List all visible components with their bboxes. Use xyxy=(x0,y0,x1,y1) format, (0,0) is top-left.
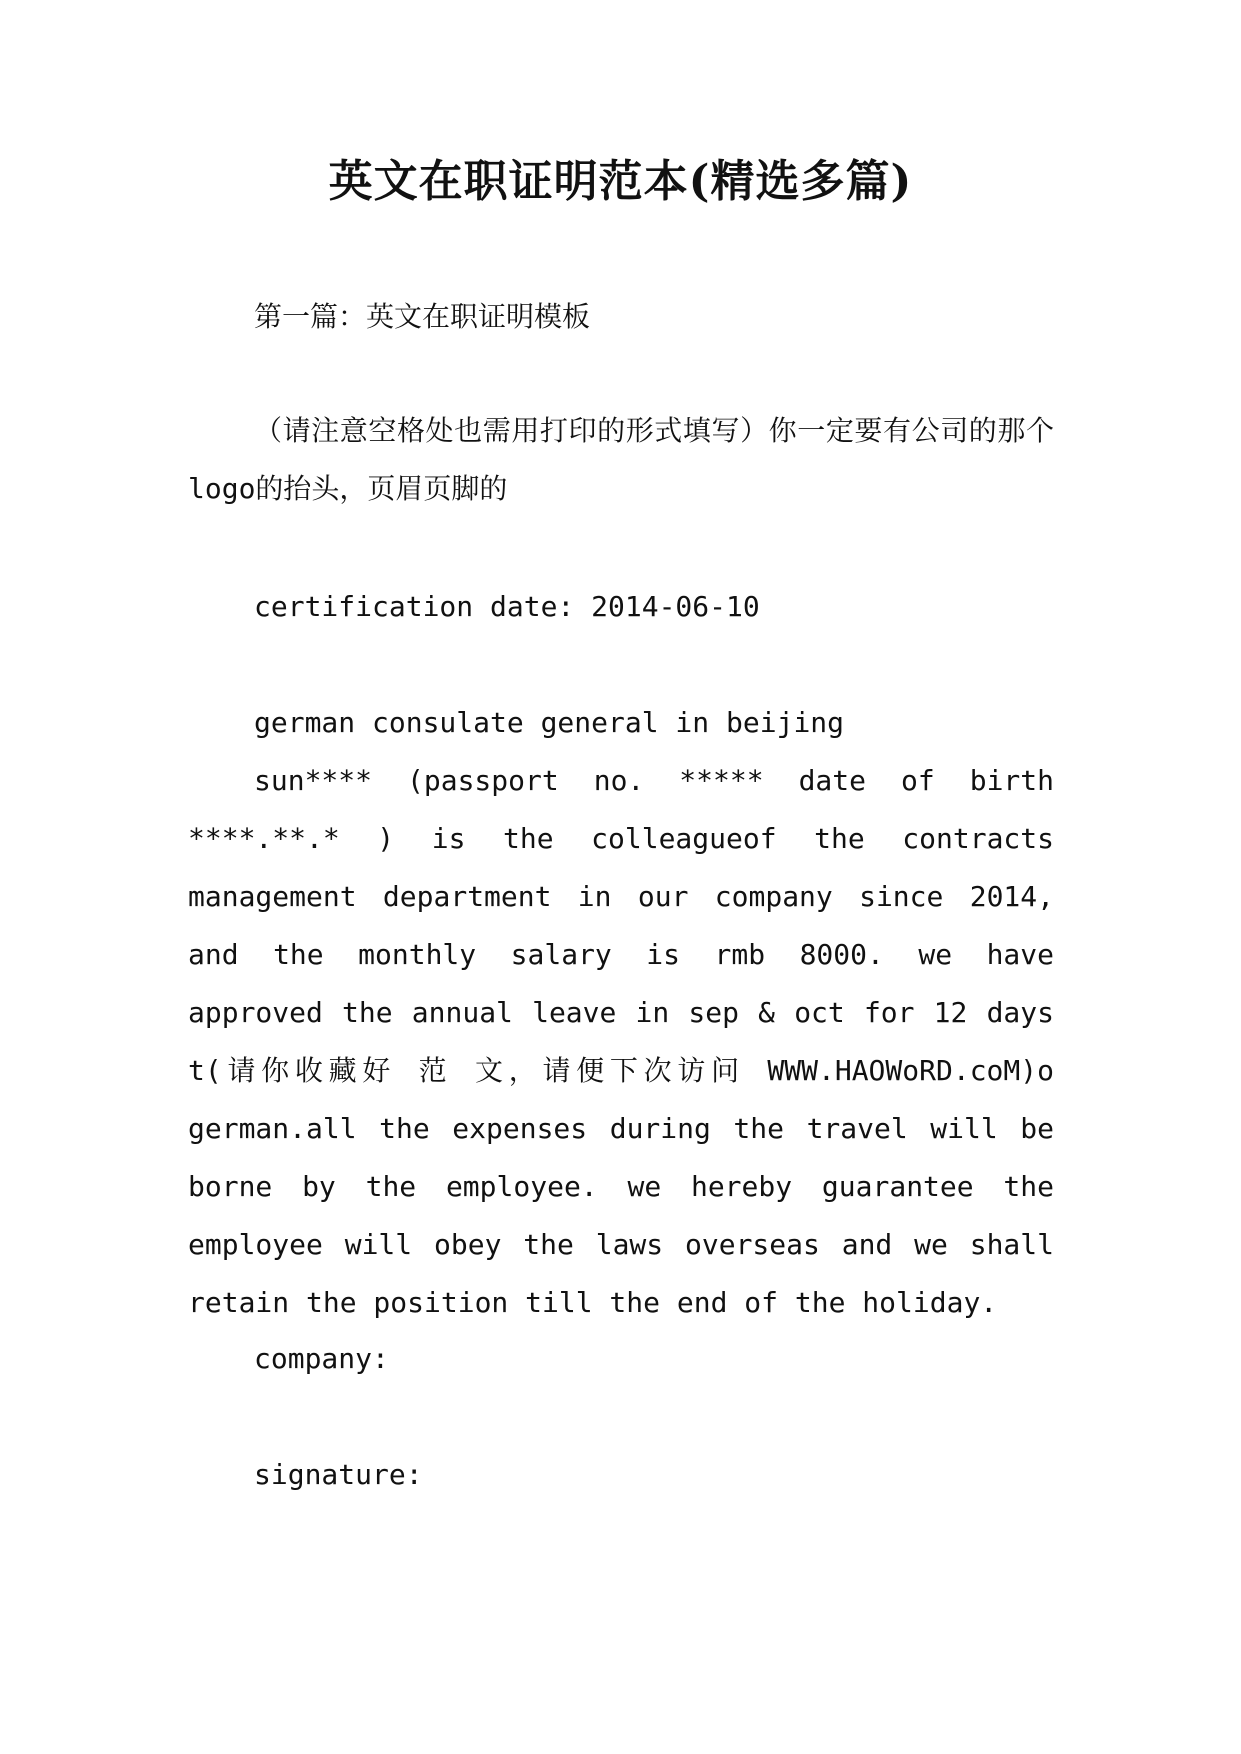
main-paragraph: sun**** (passport no. ***** date of birth ****.**.* ) is the colleagueof the contracts management department in our company since 2014, and the monthly salary is rmb 8000. we have approved the annual leave in sep & oct for 12 days t(请你收藏好 范 文，请便下次访问 WWW.HAOWoRD.coM)o german.all the expenses during the travel will be borne by the employee. we hereby guarantee the employee will obey the laws overseas and we shall retain the position till the end of the holiday. xyxy=(188,764,1054,1319)
company-label: company: xyxy=(254,1342,389,1375)
addressee-line: german consulate general in beijing xyxy=(254,706,845,739)
document-title: 英文在职证明范本(精选多篇) xyxy=(328,156,913,207)
certification-date: certification date: 2014-06-10 xyxy=(254,590,760,623)
section-heading: 第一篇：英文在职证明模板 xyxy=(254,300,591,333)
signature-label: signature: xyxy=(254,1458,423,1491)
note-paragraph: （请注意空格处也需用打印的形式填写）你一定要有公司的那个logo的抬头，页眉页脚的 xyxy=(188,414,1054,505)
